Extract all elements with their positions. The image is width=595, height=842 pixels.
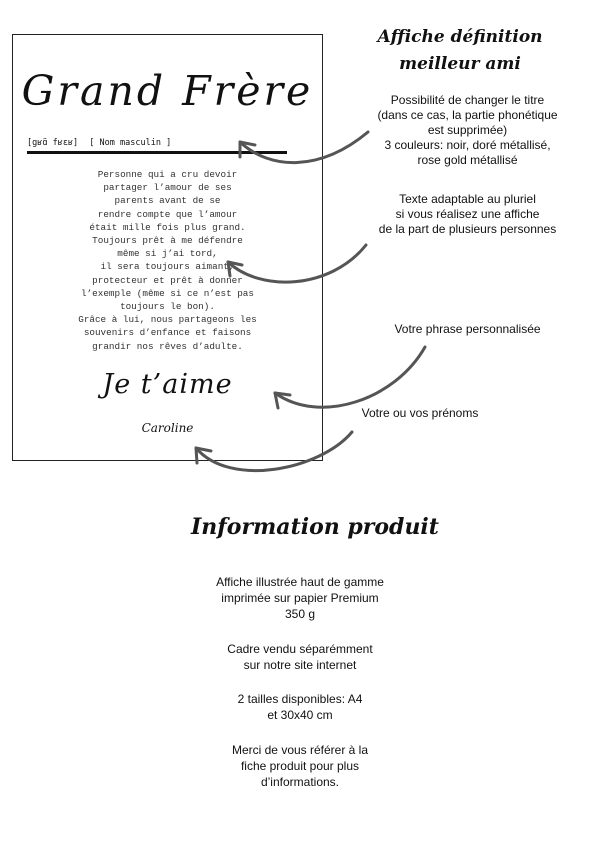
info-line: 350 g	[284, 607, 316, 621]
poster-preview	[12, 34, 323, 461]
note-line: si vous réalisez une affiche	[395, 207, 540, 221]
poem-line: il sera toujours aimant,	[100, 261, 235, 273]
info-line: imprimée sur papier Premium	[221, 591, 379, 605]
poem-line: était mille fois plus grand.	[89, 221, 246, 233]
poem-line: même si j’ai tord,	[117, 248, 218, 260]
note-line: Texte adaptable au pluriel	[399, 192, 536, 206]
info-line: Merci de vous référer à la	[231, 743, 369, 757]
title-underline	[27, 151, 287, 154]
note-line: rose gold métallisé	[417, 153, 518, 167]
poem-line: partager l’amour de ses	[103, 182, 232, 194]
poem-line: rendre compte que l’amour	[97, 208, 238, 220]
poem-line: grandir nos rêves d’adulte.	[92, 340, 243, 352]
poem-line: Toujours prêt à me défendre	[92, 235, 243, 247]
info-paragraph	[150, 574, 450, 622]
title-note	[355, 93, 580, 168]
poster-title: Grand Frère	[21, 67, 314, 115]
info-line: Affiche illustrée haut de gamme	[216, 575, 384, 589]
gender-text: [ Nom masculin ]	[89, 138, 172, 148]
note-line: est supprimée)	[427, 123, 508, 137]
phrase-note: Votre phrase personnalisée	[394, 322, 541, 336]
heading-line: Affiche définition	[377, 27, 543, 47]
phonetic-line	[27, 138, 177, 148]
note-line: de la part de plusieurs personnes	[378, 222, 557, 236]
info-line: sur notre site internet	[243, 658, 357, 672]
info-paragraph	[150, 641, 450, 673]
closing-phrase: Je t’aime	[102, 369, 233, 400]
info-line: d’informations.	[260, 775, 340, 789]
note-line: (dans ce cas, la partie phonétique	[377, 108, 558, 122]
poem-text	[13, 168, 322, 353]
poem-line: souvenirs d’enfance et faisons	[83, 327, 252, 339]
poem-line: protecteur et prêt à donner	[92, 274, 243, 286]
signature: Caroline	[141, 421, 194, 435]
poem-line: Personne qui a cru devoir	[97, 169, 238, 180]
phonetic-text: [gʁɑ̃ fʁɛʁ]	[27, 138, 79, 148]
note-line: Possibilité de changer le titre	[390, 93, 545, 107]
info-line: 2 tailles disponibles: A4	[237, 692, 363, 706]
heading-line: meilleur ami	[399, 54, 521, 74]
poem-line: l’exemple (même si ce n’est pas	[81, 287, 254, 299]
poem-line: parents avant de se	[114, 195, 221, 207]
info-paragraph	[150, 742, 450, 790]
poem-line: toujours le bon).	[120, 301, 215, 313]
plural-note	[355, 192, 580, 237]
info-paragraph	[150, 691, 450, 723]
names-note: Votre ou vos prénoms	[361, 406, 479, 420]
note-line: 3 couleurs: noir, doré métallisé,	[384, 138, 551, 152]
poem-line: Grâce à lui, nous partageons les	[78, 314, 257, 326]
info-line: Cadre vendu séparémment	[227, 642, 373, 656]
info-heading: Information produit	[191, 514, 439, 540]
info-line: et 30x40 cm	[267, 708, 333, 722]
info-line: fiche produit pour plus	[240, 759, 360, 773]
product-heading	[360, 24, 560, 78]
